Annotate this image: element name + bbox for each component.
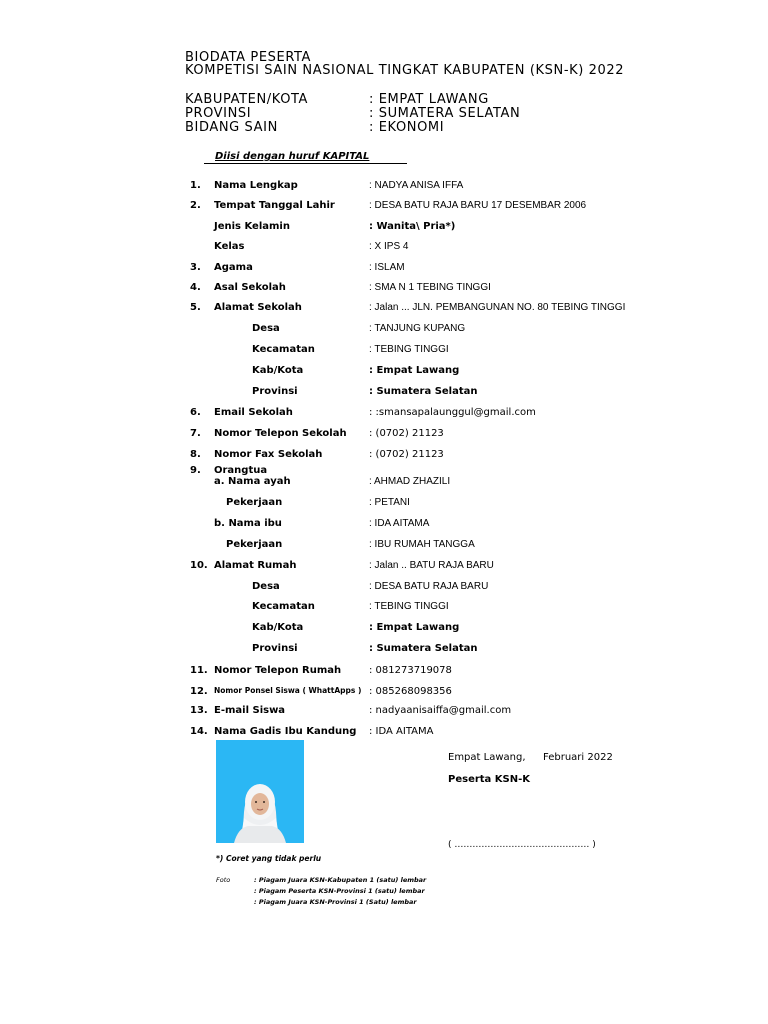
- field-value: : 081273719078: [369, 665, 452, 676]
- field-number: 10.: [190, 560, 208, 571]
- attachment-item: : Piagam Peserta KSN-Provinsi 1 (satu) lembar: [254, 887, 425, 895]
- field-label: Kecamatan: [252, 601, 315, 612]
- field-value: : TANJUNG KUPANG: [369, 323, 466, 334]
- field-number: 11.: [190, 665, 208, 676]
- footnote: *) Coret yang tidak perlu: [216, 854, 322, 863]
- field-label: Nomor Fax Sekolah: [214, 449, 323, 460]
- field-label: Nomor Telepon Rumah: [214, 665, 342, 676]
- info-value-bidang: : EKONOMI: [369, 120, 445, 135]
- field-number: 1.: [190, 180, 201, 191]
- info-value-provinsi: : SUMATERA SELATAN: [369, 106, 521, 121]
- field-number: 9.: [190, 465, 201, 476]
- field-label: Kab/Kota: [252, 365, 304, 376]
- field-number: 12.: [190, 686, 208, 697]
- field-value: : IDA AITAMA: [369, 518, 430, 529]
- field-label: Kecamatan: [252, 344, 315, 355]
- field-value: : IBU RUMAH TANGGA: [369, 539, 475, 550]
- field-value: : Empat Lawang: [369, 365, 460, 376]
- field-label: Provinsi: [252, 643, 298, 654]
- field-label: Nama Gadis Ibu Kandung: [214, 726, 357, 737]
- field-label: Asal Sekolah: [214, 282, 286, 293]
- field-value: : TEBING TINGGI: [369, 344, 449, 355]
- field-value: : Wanita\ Pria*): [369, 221, 456, 232]
- info-label-provinsi: PROVINSI: [185, 106, 252, 121]
- field-label: a. Nama ayah: [214, 476, 291, 487]
- field-number: 5.: [190, 302, 201, 313]
- field-number: 14.: [190, 726, 208, 737]
- field-label: Provinsi: [252, 386, 298, 397]
- student-portrait-image: [216, 740, 304, 843]
- field-label: Alamat Rumah: [214, 560, 297, 571]
- field-label: Nama Lengkap: [214, 180, 298, 191]
- field-number: 4.: [190, 282, 201, 293]
- attachment-item: : Piagam Juara KSN-Provinsi 1 (Satu) lembar: [254, 898, 417, 906]
- field-value: : Jalan .. BATU RAJA BARU: [369, 560, 494, 571]
- attachment-item: : Piagam Juara KSN-Kabupaten 1 (satu) lembar: [254, 876, 427, 884]
- field-value: : PETANI: [369, 497, 410, 508]
- field-value: : DESA BATU RAJA BARU: [369, 581, 489, 592]
- field-value: : DESA BATU RAJA BARU 17 DESEMBAR 2006: [369, 200, 587, 211]
- field-value: : Jalan ... JLN. PEMBANGUNAN NO. 80 TEBING TINGGI: [369, 302, 626, 313]
- field-value: : ISLAM: [369, 262, 405, 273]
- field-value: : nadyaanisaiffa@gmail.com: [369, 705, 512, 716]
- signature-place: Empat Lawang,: [448, 752, 526, 763]
- field-value: : IDA AITAMA: [369, 726, 434, 737]
- field-value: : NADYA ANISA IFFA: [369, 180, 464, 191]
- field-label: Desa: [252, 323, 280, 334]
- field-label: Kelas: [214, 241, 245, 252]
- field-value: : 085268098356: [369, 686, 452, 697]
- field-number: 2.: [190, 200, 201, 211]
- signature-date: Februari 2022: [543, 752, 613, 763]
- field-label: Nomor Ponsel Siswa ( WhattApps ): [214, 686, 362, 695]
- field-label: Orangtua: [214, 465, 268, 476]
- field-label: b. Nama ibu: [214, 518, 282, 529]
- field-value: : :smansapalaunggul@gmail.com: [369, 407, 536, 418]
- instruction-underline: [204, 163, 407, 164]
- attachment-label: Foto: [216, 876, 231, 884]
- info-value-kabupaten: : EMPAT LAWANG: [369, 92, 489, 107]
- field-label: Pekerjaan: [226, 497, 283, 508]
- field-value: : TEBING TINGGI: [369, 601, 449, 612]
- field-label: Kab/Kota: [252, 622, 304, 633]
- field-label: Tempat Tanggal Lahir: [214, 200, 335, 211]
- field-label: Alamat Sekolah: [214, 302, 302, 313]
- field-number: 3.: [190, 262, 201, 273]
- field-label: E-mail Siswa: [214, 705, 286, 716]
- field-value: : Empat Lawang: [369, 622, 460, 633]
- field-number: 6.: [190, 407, 201, 418]
- field-value: : Sumatera Selatan: [369, 386, 478, 397]
- field-number: 13.: [190, 705, 208, 716]
- document-subtitle: KOMPETISI SAIN NASIONAL TINGKAT KABUPATEN (KSN-K) 2022: [185, 63, 625, 78]
- info-label-kabupaten: KABUPATEN/KOTA: [185, 92, 309, 107]
- field-value: : X IPS 4: [369, 241, 409, 252]
- instruction-text: Diisi dengan huruf KAPITAL: [215, 151, 370, 162]
- field-label: Agama: [214, 262, 253, 273]
- field-label: Nomor Telepon Sekolah: [214, 428, 347, 439]
- field-value: : SMA N 1 TEBING TINGGI: [369, 282, 491, 293]
- field-label: Jenis Kelamin: [214, 221, 290, 232]
- field-label: Email Sekolah: [214, 407, 293, 418]
- field-number: 8.: [190, 449, 201, 460]
- field-value: : AHMAD ZHAZILI: [369, 476, 451, 487]
- document-title: BIODATA PESERTA: [185, 50, 312, 65]
- signature-name-blank: ( ……………………………………… ): [448, 840, 596, 850]
- info-label-bidang: BIDANG SAIN: [185, 120, 278, 135]
- field-number: 7.: [190, 428, 201, 439]
- signature-title: Peserta KSN-K: [448, 774, 531, 785]
- field-value: : (0702) 21123: [369, 449, 444, 460]
- field-label: Pekerjaan: [226, 539, 283, 550]
- field-label: Desa: [252, 581, 280, 592]
- field-value: : Sumatera Selatan: [369, 643, 478, 654]
- field-value: : (0702) 21123: [369, 428, 444, 439]
- student-photo: [216, 740, 304, 843]
